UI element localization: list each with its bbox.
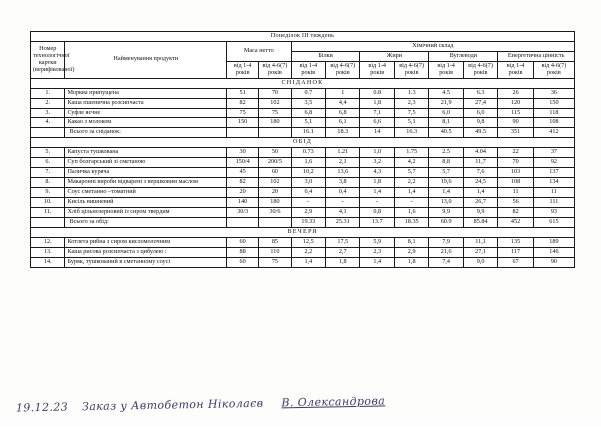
row-product-name: Соус сметанно –томатний	[65, 188, 227, 198]
table-row	[31, 88, 575, 98]
row-value-en2: 37	[533, 148, 574, 158]
row-value-carb1: 13,0	[429, 197, 463, 207]
meal-section-label: ОБІД	[31, 138, 575, 148]
row-value-fat1: 1,0	[360, 148, 394, 158]
table-row	[31, 178, 575, 188]
col-header-number: Номер технологічної картки (верифікованої)	[31, 41, 65, 78]
row-number: 10.	[31, 197, 65, 207]
col-header-fat-age1: від 1-4 років	[360, 61, 394, 78]
row-product-name: Буряк, тушкований в сметанному соусі	[65, 257, 227, 267]
row-value-en2: 118	[533, 108, 574, 118]
section-total-row	[31, 128, 575, 138]
row-value-fat2: 7,5	[394, 108, 428, 118]
row-value-en2: 93	[533, 207, 574, 217]
row-value-fat1: 7,1	[360, 108, 394, 118]
row-value-prot2: 1,8	[326, 257, 360, 267]
col-header-chemical: Хімічний склад	[291, 41, 574, 51]
row-value-mass1: 60	[226, 257, 258, 267]
table-header	[31, 32, 575, 79]
row-value-en2: 146	[533, 247, 574, 257]
row-value-mass1: 60	[226, 237, 258, 247]
row-value-en1: 108	[498, 178, 534, 188]
row-value-carb1: 8,8	[429, 158, 463, 168]
col-header-energy-age2: від 4-6(7) років	[533, 61, 574, 78]
row-value-prot1: 1,4	[291, 257, 325, 267]
table-body	[31, 78, 575, 267]
meal-section-label: ВЕЧЕРЯ	[31, 227, 575, 237]
row-value-en2: 108	[533, 118, 574, 128]
row-value-mass1: 20	[226, 188, 258, 198]
handwritten-date: 19.12.23	[15, 400, 69, 415]
col-header-energy-age1: від 1-4 років	[498, 61, 534, 78]
row-number: 14.	[31, 257, 65, 267]
row-value-en1: 103	[498, 168, 534, 178]
row-value-prot1: 5,1	[291, 118, 325, 128]
handwritten-signature: В. Олександрова	[281, 394, 386, 410]
meal-section-header	[31, 227, 575, 237]
row-value-mass1: 45	[226, 168, 258, 178]
row-value-fat1: -	[360, 197, 394, 207]
row-value-carb2: 4.04	[463, 148, 497, 158]
row-value-en2: 150	[533, 98, 574, 108]
row-value-mass1: 75	[226, 108, 258, 118]
table-row	[31, 158, 575, 168]
total-row-number	[31, 128, 65, 138]
row-value-fat2: 5,1	[394, 118, 428, 128]
row-value-carb1: 8,1	[429, 118, 463, 128]
total-value-prot1: 16.1	[291, 128, 325, 138]
row-value-fat1: 3,2	[360, 158, 394, 168]
row-value-carb1: 7,9	[429, 237, 463, 247]
row-value-en1: 26	[498, 88, 534, 98]
row-value-mass2: 75	[259, 108, 291, 118]
row-value-prot2: 6,1	[326, 118, 360, 128]
col-header-prot-age1: від 1-4 років	[291, 61, 325, 78]
row-product-name: Хліб цільнозерновий із сиром твердим	[65, 207, 227, 217]
table-row	[31, 207, 575, 217]
row-value-carb2: 1,4	[463, 188, 497, 198]
row-value-prot1: 2,9	[291, 207, 325, 217]
total-value-mass2	[259, 217, 291, 227]
row-value-carb1: 7,4	[429, 257, 463, 267]
table-row	[31, 188, 575, 198]
col-header-carb-age2: від 4-6(7) років	[463, 61, 497, 78]
table-row	[31, 237, 575, 247]
row-value-carb2: 9,9	[463, 207, 497, 217]
row-value-en2: 134	[533, 178, 574, 188]
row-value-en1: 115	[498, 108, 534, 118]
row-value-fat1: 0.8	[360, 88, 394, 98]
meal-section-header	[31, 138, 575, 148]
row-value-fat2: 1,6	[394, 207, 428, 217]
row-value-en2: 137	[533, 168, 574, 178]
table-row	[31, 197, 575, 207]
row-value-fat1: 1,4	[360, 257, 394, 267]
row-value-en1: 22	[498, 148, 534, 158]
row-product-name: Каша пшенична розсипчаста	[65, 98, 227, 108]
col-header-prot-age2: від 4-6(7) років	[326, 61, 360, 78]
row-value-mass1: 51	[226, 88, 258, 98]
row-value-fat2: 1,4	[394, 188, 428, 198]
row-value-carb2: 7,6	[463, 168, 497, 178]
total-value-carb2: 49.5	[463, 128, 497, 138]
row-value-mass2: 60	[259, 168, 291, 178]
row-value-en2: 90	[533, 257, 574, 267]
row-value-en1: 135	[498, 237, 534, 247]
row-value-fat1: 4,3	[360, 168, 394, 178]
row-value-fat2: 2,2	[394, 178, 428, 188]
total-value-fat2: 16.3	[394, 128, 428, 138]
row-product-name: Капуста тушкована	[65, 148, 227, 158]
total-value-carb1: 60.9	[429, 217, 463, 227]
row-value-fat2: -	[394, 197, 428, 207]
row-product-name: Котлета рибна з сиром кисломолочним	[65, 237, 227, 247]
total-value-en2: 615	[533, 217, 574, 227]
row-value-prot2: 6,8	[326, 108, 360, 118]
row-value-prot2: 17,5	[326, 237, 360, 247]
row-product-name: Какао з молоком	[65, 118, 227, 128]
row-value-carb1: 6,0	[429, 108, 463, 118]
row-value-prot1: 12,5	[291, 237, 325, 247]
row-value-fat2: 1.3	[394, 88, 428, 98]
row-value-prot1: 3,0	[291, 178, 325, 188]
row-value-carb1: 19,6	[429, 178, 463, 188]
row-value-en1: 90	[498, 118, 534, 128]
row-value-prot1: 3,5	[291, 98, 325, 108]
row-value-carb2: 26,7	[463, 197, 497, 207]
row-number: 12.	[31, 237, 65, 247]
row-value-en1: 120	[498, 98, 534, 108]
row-value-prot2: 1.21	[326, 148, 360, 158]
table-row	[31, 98, 575, 108]
col-header-mass-age2: від 4-6(7) років	[259, 61, 291, 78]
row-value-prot1: 1,6	[291, 158, 325, 168]
row-value-en2: 36	[533, 88, 574, 98]
row-value-fat2: 5,7	[394, 168, 428, 178]
total-value-mass1	[226, 128, 258, 138]
col-header-proteins: Білки	[291, 51, 360, 61]
total-value-carb1: 40.5	[429, 128, 463, 138]
col-header-fat-age2: від 4-6(7) років	[394, 61, 428, 78]
row-number: 3.	[31, 108, 65, 118]
row-value-prot1: 10,2	[291, 168, 325, 178]
total-value-carb2: 85.84	[463, 217, 497, 227]
row-value-en2: 189	[533, 237, 574, 247]
row-value-prot2: 2,1	[326, 158, 360, 168]
row-value-mass2: 200/5	[259, 158, 291, 168]
row-number: 1.	[31, 88, 65, 98]
handwritten-annotation	[16, 391, 586, 427]
row-value-mass1: 150/4	[226, 158, 258, 168]
row-value-mass2: 180	[259, 197, 291, 207]
total-value-prot1: 19.33	[291, 217, 325, 227]
row-value-mass2: 50	[259, 148, 291, 158]
col-header-mass: Маса нетто	[226, 41, 291, 61]
row-value-fat2: 8,1	[394, 237, 428, 247]
row-value-carb2: 6,0	[463, 108, 497, 118]
row-value-carb2: 9,8	[463, 118, 497, 128]
row-value-mass1: 30	[226, 148, 258, 158]
row-number: 2.	[31, 98, 65, 108]
row-product-name: Морква припущена	[65, 88, 227, 98]
row-value-carb1: 21,6	[429, 247, 463, 257]
total-row-number	[31, 217, 65, 227]
row-value-mass1: 30/3	[226, 207, 258, 217]
row-value-fat1: 2,3	[360, 247, 394, 257]
page-title: Понеділок III тиждень	[31, 32, 575, 42]
row-value-prot2: 0,4	[326, 188, 360, 198]
row-value-mass1: 82	[226, 98, 258, 108]
row-number: 8.	[31, 178, 65, 188]
total-value-fat1: 14	[360, 128, 394, 138]
section-total-row	[31, 217, 575, 227]
total-label: Всього за сніданок:	[65, 128, 227, 138]
row-value-en1: 70	[498, 158, 534, 168]
row-value-carb1: 2.5	[429, 148, 463, 158]
row-value-mass2: 85	[259, 237, 291, 247]
row-value-fat1: 0,8	[360, 207, 394, 217]
row-value-carb2: 6.3	[463, 88, 497, 98]
col-header-energy: Енергетична цінність	[498, 51, 575, 61]
total-value-fat2: 18.35	[394, 217, 428, 227]
table-row	[31, 257, 575, 267]
row-number: 4.	[31, 118, 65, 128]
row-value-fat2: 1,8	[394, 257, 428, 267]
row-value-carb2: 11,1	[463, 237, 497, 247]
row-value-prot2: 3,8	[326, 178, 360, 188]
row-product-name: Суп болгарський зі сметаною	[65, 158, 227, 168]
total-value-fat1: 13.7	[360, 217, 394, 227]
total-value-en2: 412	[533, 128, 574, 138]
row-value-fat1: 1,8	[360, 178, 394, 188]
row-value-mass2: 102	[259, 178, 291, 188]
row-value-prot2: 2,7	[326, 247, 360, 257]
row-value-fat2: 2,3	[394, 98, 428, 108]
table-row	[31, 108, 575, 118]
header-title-row	[31, 32, 575, 42]
row-number: 7.	[31, 168, 65, 178]
row-value-en2: 111	[533, 197, 574, 207]
row-value-carb1: 1,4	[429, 188, 463, 198]
row-value-mass2: 75	[259, 257, 291, 267]
total-value-prot2: 18.3	[326, 128, 360, 138]
handwritten-text: Заказ у Автобетон Ніколаєв	[81, 396, 264, 414]
row-value-mass2: 20	[259, 188, 291, 198]
row-value-fat2: 1.75	[394, 148, 428, 158]
row-value-mass2: 180	[259, 118, 291, 128]
row-value-en1: 117	[498, 247, 534, 257]
row-value-carb1: 9,9	[429, 207, 463, 217]
meal-section-label: СНІДАНОК	[31, 78, 575, 88]
row-value-en1: 82	[498, 207, 534, 217]
header-group-row	[31, 41, 575, 51]
row-value-carb1: 4.5	[429, 88, 463, 98]
row-value-prot2: 13,6	[326, 168, 360, 178]
row-number: 9.	[31, 188, 65, 198]
col-header-fats: Жири	[360, 51, 429, 61]
row-number: 13.	[31, 247, 65, 257]
col-header-carbs: Вуглеводи	[429, 51, 498, 61]
total-label: Всього за обід:	[65, 217, 227, 227]
row-value-mass1: 88	[226, 247, 258, 257]
row-value-carb1: 21,9	[429, 98, 463, 108]
row-value-prot2: 4,4	[326, 98, 360, 108]
row-value-carb2: 24,5	[463, 178, 497, 188]
row-value-carb2: 9,0	[463, 257, 497, 267]
row-number: 6.	[31, 158, 65, 168]
total-value-prot2: 25.31	[326, 217, 360, 227]
row-value-mass2: 30/6	[259, 207, 291, 217]
total-value-mass1	[226, 217, 258, 227]
total-value-en1: 452	[498, 217, 534, 227]
row-value-carb2: 11,7	[463, 158, 497, 168]
row-value-mass1: 82	[226, 178, 258, 188]
row-value-fat1: 1,4	[360, 188, 394, 198]
col-header-carb-age1: від 1-4 років	[429, 61, 463, 78]
row-value-prot1: 0.73	[291, 148, 325, 158]
row-value-mass2: 102	[259, 98, 291, 108]
row-value-carb2: 27,4	[463, 98, 497, 108]
row-value-mass1: 150	[226, 118, 258, 128]
row-number: 11.	[31, 207, 65, 217]
col-header-mass-age1: від 1-4 років	[226, 61, 258, 78]
row-value-mass1: 140	[226, 197, 258, 207]
row-value-en2: 11	[533, 188, 574, 198]
row-value-fat1: 5,9	[360, 237, 394, 247]
row-value-carb1: 5,7	[429, 168, 463, 178]
row-number: 5.	[31, 148, 65, 158]
menu-table	[30, 31, 575, 268]
row-value-prot1: 2,2	[291, 247, 325, 257]
row-value-en1: 67	[498, 257, 534, 267]
row-value-prot1: 0,4	[291, 188, 325, 198]
row-value-en2: 92	[533, 158, 574, 168]
meal-section-header	[31, 78, 575, 88]
row-value-carb2: 27,1	[463, 247, 497, 257]
table-row	[31, 168, 575, 178]
row-product-name: Суфле яєчне	[65, 108, 227, 118]
row-value-en1: 11	[498, 188, 534, 198]
row-value-fat1: 1,8	[360, 98, 394, 108]
row-value-fat1: 6,6	[360, 118, 394, 128]
row-value-mass2: 110	[259, 247, 291, 257]
table-row	[31, 247, 575, 257]
row-value-prot2: 4,1	[326, 207, 360, 217]
total-value-mass2	[259, 128, 291, 138]
table-row	[31, 118, 575, 128]
row-value-en1: 56	[498, 197, 534, 207]
row-product-name: Паличка куряча	[65, 168, 227, 178]
row-product-name: Каша рисова розсипчаста з цибулею :	[65, 247, 227, 257]
row-value-fat2: 2,9	[394, 247, 428, 257]
row-value-prot1: 0.7	[291, 88, 325, 98]
row-value-mass2: 70	[259, 88, 291, 98]
total-value-en1: 351	[498, 128, 534, 138]
row-value-prot1: -	[291, 197, 325, 207]
row-product-name: Кисіль вишневий	[65, 197, 227, 207]
row-product-name: Макаронні вироби відварені з вершковим маслом	[65, 178, 227, 188]
row-value-fat2: 4,2	[394, 158, 428, 168]
row-value-prot2: -	[326, 197, 360, 207]
row-value-prot1: 6,8	[291, 108, 325, 118]
row-value-prot2: 1	[326, 88, 360, 98]
table-row	[31, 148, 575, 158]
col-header-product: Найменування продукти	[65, 41, 227, 78]
